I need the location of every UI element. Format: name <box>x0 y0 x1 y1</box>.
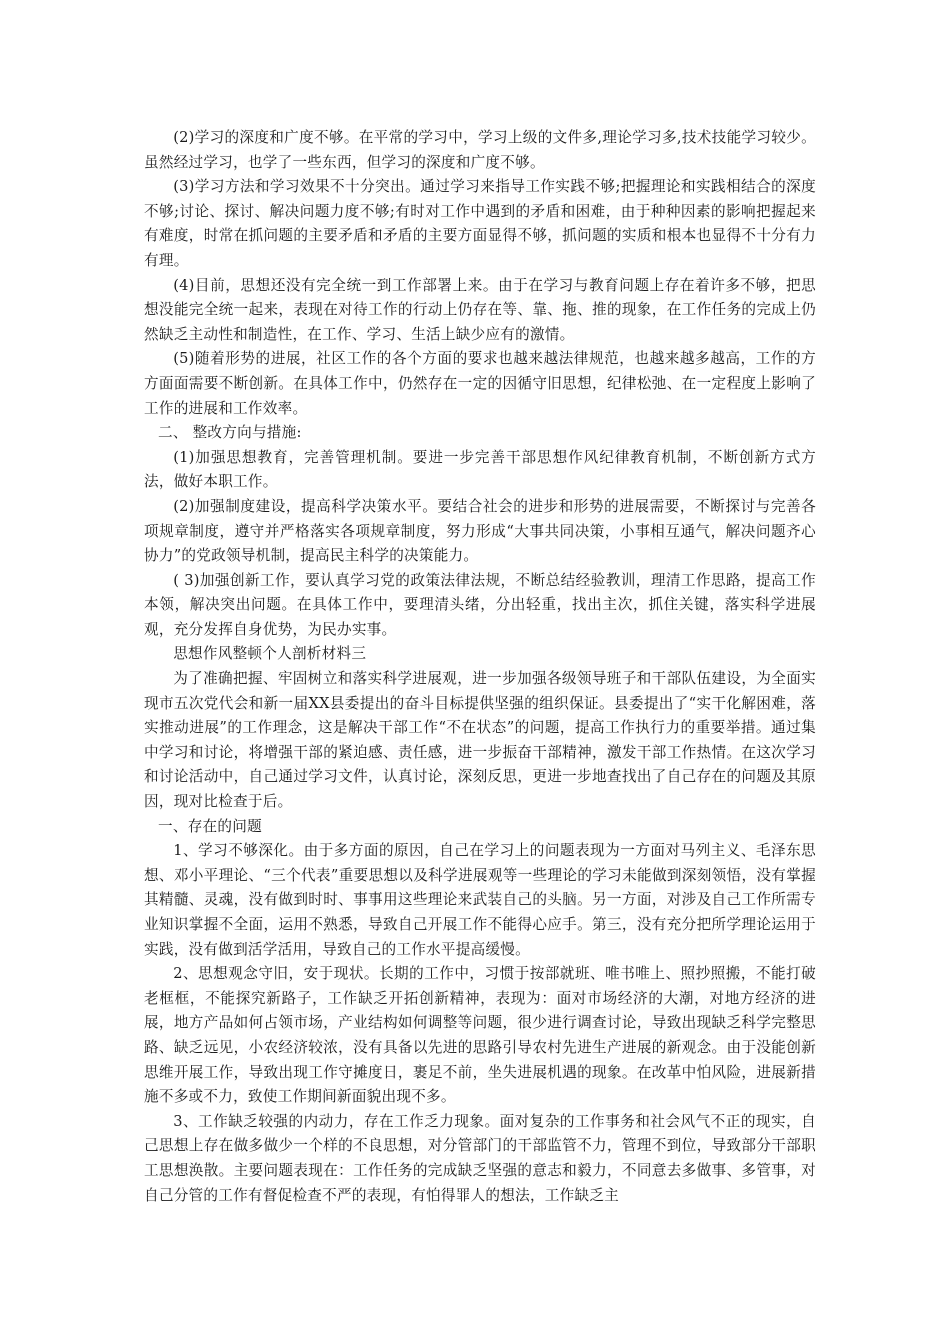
paragraph: 为了准确把握、牢固树立和落实科学进展观，进一步加强各级领导班子和干部队伍建设，为全面实现市五次党代会和新一届XX县委提出的奋斗目标提供坚强的组织保证。县委提出了“实干化解困难，落实推动进展”的工作理念，这是解决干部工作“不在状态”的问题，提高工作执行力的重要举措。通过集中学习和讨论，将增强干部的紧迫感、责任感，进一步振奋干部精神，激发干部工作热情。在这次学习和讨论活动中，自己通过学习文件，认真讨论，深刻反思，更进一步地查找出了自己存在的问题及其原因，现对比检查于后。 <box>144 670 816 811</box>
paragraph: (1)加强思想教育，完善管理机制。要进一步完善干部思想作风纪律教育机制，不断创新方式方法，做好本职工作。 <box>144 448 816 491</box>
paragraph: 3、工作缺乏较强的内动力，存在工作乏力现象。面对复杂的工作事务和社会风气不正的现实，自己思想上存在做多做少一个样的不良思想，对分管部门的干部监管不力，管理不到位，导致部分干部职工思想涣散。主要问题表现在：工作任务的完成缺乏坚强的意志和毅力，不同意去多做事、多管事，对自己分管的工作有督促检查不严的表现，有怕得罪人的想法，工作缺乏主 <box>144 1112 816 1204</box>
paragraph: (5)随着形势的进展，社区工作的各个方面的要求也越来越法律规范，也越来越多越高，工作的方方面面需要不断创新。在具体工作中，仍然存在一定的因循守旧思想，纪律松弛、在一定程度上影响了工作的进展和工作效率。 <box>144 350 816 417</box>
section-heading: 一、存在的问题 <box>158 817 262 835</box>
document-subtitle: 思想作风整顿个人剖析材料三 <box>173 645 367 663</box>
document-page <box>144 126 816 1208</box>
paragraph: (2)加强制度建设，提高科学决策水平。要结合社会的进步和形势的进展需要，不断探讨与完善各项规章制度，遵守并严格落实各项规章制度，努力形成“大事共同决策，小事相互通气，解决问题齐心协力”的党政领导机制，提高民主科学的决策能力。 <box>144 497 816 565</box>
paragraph: (3)学习方法和学习效果不十分突出。通过学习来指导工作实践不够;把握理论和实践相结合的深度不够;讨论、探讨、解决问题力度不够;有时对工作中遇到的矛盾和困难，由于种种因素的影响把握起来有难度，时常在抓问题的主要矛盾和矛盾的主要方面显得不够，抓问题的实质和根本也显得不十分有力有理。 <box>144 178 816 269</box>
paragraph: ( 3)加强创新工作，要认真学习党的政策法律法规，不断总结经验教训，理清工作思路，提高工作本领，解决突出问题。在具体工作中，要理清头绪，分出轻重，找出主次，抓住关键，落实科学进展观，充分发挥自身优势，为民办实事。 <box>144 571 816 638</box>
paragraph: (2)学习的深度和广度不够。在平常的学习中，学习上级的文件多,理论学习多,技术技能学习较少。虽然经过学习，也学了一些东西，但学习的深度和广度不够。 <box>144 129 816 171</box>
paragraph: (4)目前，思想还没有完全统一到工作部署上来。由于在学习与教育问题上存在着许多不够，把思想没能完全统一起来，表现在对待工作的行动上仍存在等、靠、拖、推的现象，在工作任务的完成上仍然缺乏主动性和制造性，在工作、学习、生活上缺少应有的激情。 <box>144 276 816 343</box>
paragraph: 2、思想观念守旧，安于现状。长期的工作中，习惯于按部就班、唯书唯上、照抄照搬，不能打破老框框，不能探究新路子，工作缺乏开拓创新精神，表现为：面对市场经济的大潮，对地方经济的进展，地方产品如何占领市场，产业结构如何调整等问题，很少进行调查讨论，导致出现缺乏科学完整思路、缺乏远见，小农经济较浓，没有具备以先进的思路引导农村先进生产进展的新观念。由于没能创新思维开展工作，导致出现工作守摊度日，裹足不前，坐失进展机遇的现象。在改革中怕风险，进展新措施不多或不力，致使工作期间新面貌出现不多。 <box>144 965 816 1106</box>
section-heading: 二、 整改方向与措施: <box>158 424 302 442</box>
paragraph: 1、学习不够深化。由于多方面的原因，自己在学习上的问题表现为一方面对马列主义、毛泽东思想、邓小平理论、“三个代表”重要思想以及科学进展观等一些理论的学习未能做到深刻领悟，没有掌握其精髓、灵魂，没有做到时时、事事用这些理论来武装自己的头脑。另一方面，对涉及自己工作所需专业知识掌握不全面，运用不熟悉，导致自己开展工作不能得心应手。第三，没有充分把所学理论运用于实践，没有做到活学活用，导致自己的工作水平提高缓慢。 <box>144 842 816 958</box>
